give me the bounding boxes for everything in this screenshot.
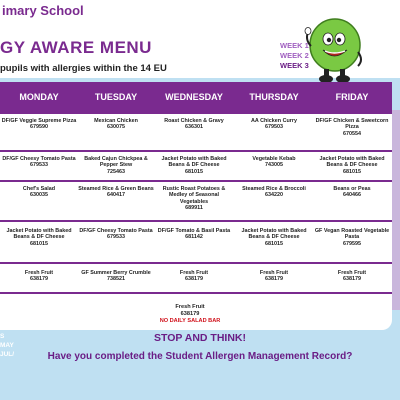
row-divider bbox=[0, 292, 392, 294]
menu-cell: Steamed Rice & Green Beans 640417 bbox=[78, 186, 154, 199]
menu-subtitle: pupils with allergies within the 14 EU bbox=[0, 63, 167, 74]
menu-cell: Chef's Salad 630035 bbox=[22, 186, 56, 199]
menu-cell: Roast Chicken & Gravy 636301 bbox=[164, 118, 224, 131]
pea-mascot-icon bbox=[302, 16, 366, 84]
menu-cell: GF Vegan Roasted Vegetable Pasta 679595 bbox=[314, 228, 390, 247]
menu-cell: Fresh Fruit 638179 bbox=[24, 270, 54, 283]
menu-cell: Rustic Roast Potatoes & Medley of Seasonal Vegetables 689911 bbox=[162, 186, 226, 212]
row-divider bbox=[0, 262, 392, 264]
menu-cell: GF Summer Berry Crumble 738521 bbox=[81, 270, 151, 283]
stop-and-think-heading: STOP AND THINK! bbox=[154, 332, 246, 344]
day-friday: FRIDAY bbox=[335, 92, 369, 102]
menu-cell: Steamed Rice & Broccoli 634220 bbox=[242, 186, 306, 199]
menu-cell: DF/GF Cheesy Tomato Pasta 679533 bbox=[79, 228, 153, 241]
menu-cell: AA Chicken Curry 679503 bbox=[251, 118, 297, 131]
menu-cell: Jacket Potato with Baked Beans & DF Cheese 681015 bbox=[319, 156, 385, 175]
menu-cell: Mexican Chicken 630075 bbox=[94, 118, 138, 131]
school-name: imary School bbox=[2, 3, 84, 18]
daily-fruit-code: 638179 bbox=[180, 311, 200, 317]
menu-cell: Jacket Potato with Baked Beans & DF Cheese 681015 bbox=[241, 228, 307, 247]
daily-fruit-note bbox=[120, 304, 260, 325]
row-divider bbox=[0, 220, 392, 222]
side-strip bbox=[392, 110, 400, 310]
menu-cell: DF/GF Veggie Supreme Pizza 679590 bbox=[1, 118, 77, 131]
menu-title: GY AWARE MENU bbox=[0, 38, 152, 57]
day-wednesday: WEDNESDAY bbox=[165, 92, 223, 102]
day-thursday: THURSDAY bbox=[249, 92, 299, 102]
no-salad-bar-note: NO DAILY SALAD BAR bbox=[159, 318, 221, 324]
week-1-label: WEEK 1 bbox=[280, 41, 309, 50]
week-2-label: WEEK 2 bbox=[280, 51, 309, 60]
menu-cell: Baked Cajun Chickpea & Pepper Stew 725463 bbox=[84, 156, 148, 175]
menu-cell: Fresh Fruit 638179 bbox=[179, 270, 209, 283]
date-fragment: S MAY JUL/ bbox=[0, 333, 15, 358]
menu-cell: Jacket Potato with Baked Beans & DF Cheese 681015 bbox=[161, 156, 227, 175]
row-divider bbox=[0, 150, 392, 152]
menu-cell: DF/GF Cheesy Tomato Pasta 679533 bbox=[2, 156, 76, 169]
table-header bbox=[0, 82, 392, 114]
row-divider bbox=[0, 180, 392, 182]
menu-table bbox=[0, 82, 392, 330]
menu-cell: Fresh Fruit 638179 bbox=[259, 270, 289, 283]
allergen-record-question: Have you completed the Student Allergen Management Record? bbox=[47, 351, 353, 362]
week-3-label: WEEK 3 bbox=[280, 61, 309, 70]
day-tuesday: TUESDAY bbox=[94, 92, 138, 102]
menu-cell: Beans or Peas 640466 bbox=[333, 186, 371, 199]
menu-cell: DF/GF Tomato & Basil Pasta 681142 bbox=[157, 228, 231, 241]
menu-cell: Vegetable Kebab 743005 bbox=[252, 156, 296, 169]
daily-fruit-name: Fresh Fruit bbox=[175, 304, 205, 310]
menu-cell: Jacket Potato with Baked Beans & DF Cheese 681015 bbox=[6, 228, 72, 247]
menu-cell: Fresh Fruit 638179 bbox=[337, 270, 367, 283]
day-monday: MONDAY bbox=[19, 92, 59, 102]
menu-cell: DF/GF Chicken & Sweetcorn Pizza 670554 bbox=[315, 118, 389, 137]
